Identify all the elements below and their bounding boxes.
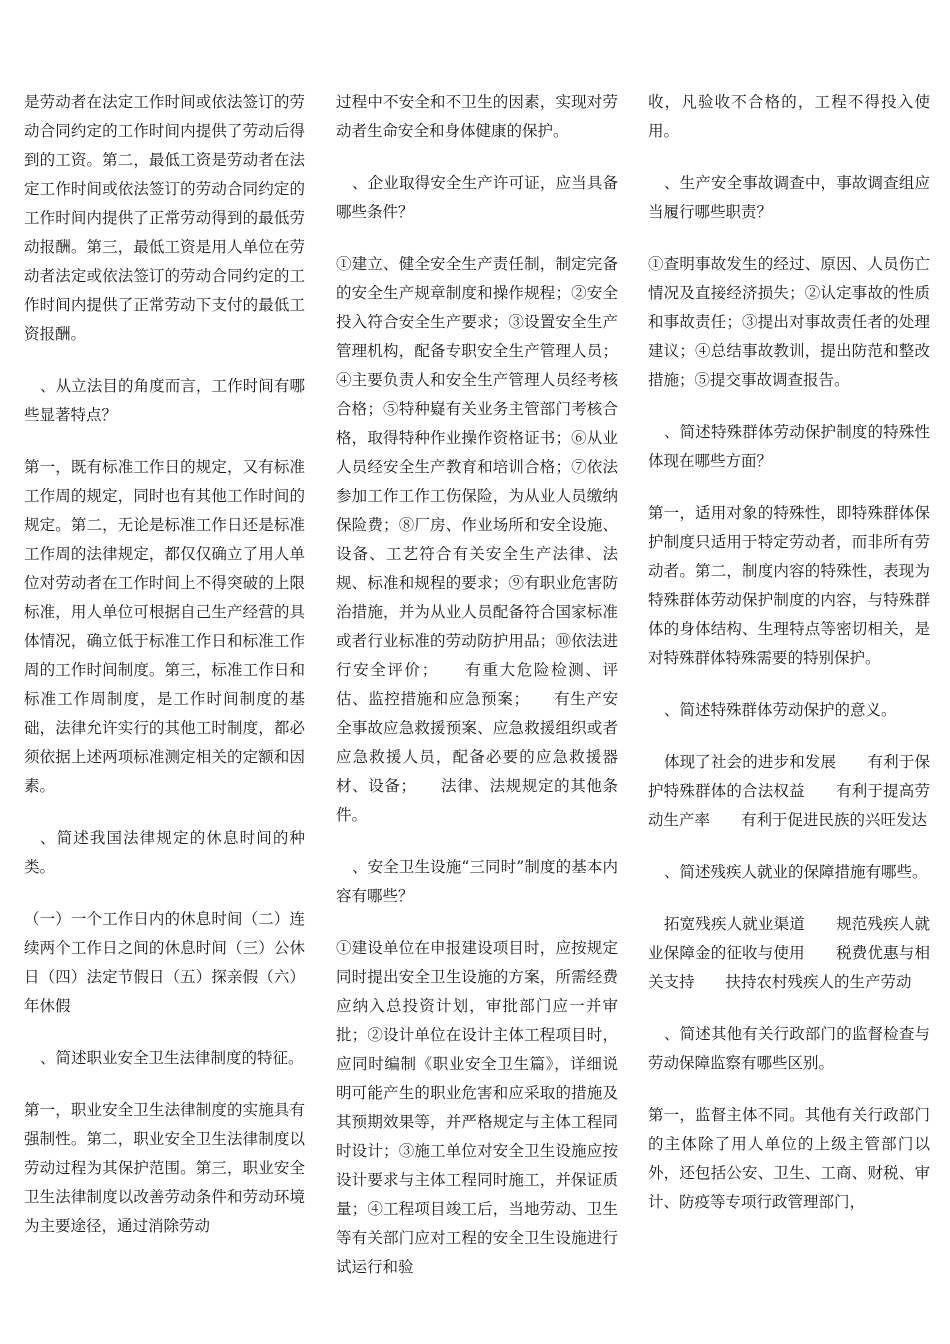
list-paragraph: 拓宽残疾人就业渠道 规范残疾人就业保障金的征收与使用 税费优惠与相关支持 扶持农村残疾人的生产劳动 <box>648 915 930 991</box>
answer-paragraph: ①查明事故发生的经过、原因、人员伤亡情况及直接经济损失；②认定事故的性质和事故责任；③提出对事故责任者的处理建议；④总结事故教训，提出防范和整改措施；⑤提交事故调查报告。 <box>648 255 930 389</box>
answer-paragraph: 第一，监督主体不同。其他有关行政部门的主体除了用人单位的上级主管部门以外，还包括公安、卫生、工商、财税、审计、防疫等专项行政管理部门， <box>648 1106 930 1211</box>
question-heading: 、从立法目的角度而言，工作时间有哪些显著特点？ <box>24 377 305 424</box>
answer-paragraph: 第一，适用对象的特殊性，即特殊群体保护制度只适用于特定劳动者，而非所有劳动者。第二，制度内容的特殊性，表现为特殊群体劳动保护制度的内容，与特殊群体的身体结构、生理特点等密切相关，是对特殊群体特殊需要的特别保护。 <box>648 504 930 667</box>
answer-paragraph: 第一，职业安全卫生法律制度的实施具有强制性。第二，职业安全卫生法律制度以劳动过程为其保护范围。第三，职业安全卫生法律制度以改善劳动条件和劳动环境为主要途径，通过消除劳动 <box>24 1101 305 1235</box>
text-column-1 <box>24 88 305 1264</box>
question-heading: 、企业取得安全生产许可证，应当具备哪些条件？ <box>336 174 618 221</box>
answer-paragraph: 过程中不安全和不卫生的因素，实现对劳动者生命安全和身体健康的保护。 <box>336 93 618 140</box>
answer-paragraph: （一）一个工作日内的休息时间（二）连续两个工作日之间的休息时间（三）公休日（四）法定节假日（五）探亲假（六）年休假 <box>24 910 305 1015</box>
question-heading: 、简述残疾人就业的保障措施有哪些。 <box>664 863 928 881</box>
answer-paragraph: ①建立、健全安全生产责任制，制定完备的安全生产规章制度和操作规程；②安全投入符合安全生产要求；③设置安全生产管理机构，配备专职安全生产管理人员；④主要负责人和安全生产管理人员经考核合格；⑤特种嶷有关业务主管部门考核合格，取得特种作业操作资格证书；⑥从业人员经安全生产教育和培训合格；⑦依法参加工作工作工伤保险，为从业人员缴纳保险费；⑧厂房、作业场所和安全设施、设备、工艺符合有关安全生产法律、法规、标准和规程的要求；⑨有职业危害防治措施，并为从业人员配备符合国家标准或者行业标准的劳动防护用品；⑩依法进行安全评价； 有重大危险检测、评估、监控措施和应急预案； 有生产安全事故应急救援预案、应急救援组织或者应急救援人员，配备必要的应急救援器材、设备； 法律、法规规定的其他条件。 <box>336 255 618 824</box>
list-paragraph: 体现了社会的进步和发展 有利于保护特殊群体的合法权益 有利于提高劳动生产率 有利于促进民族的兴旺发达 <box>648 753 930 829</box>
question-heading: 、简述我国法律规定的休息时间的种类。 <box>24 829 305 876</box>
question-heading: 、生产安全事故调查中，事故调查组应当履行哪些职责？ <box>648 174 930 221</box>
question-heading: 、简述职业安全卫生法律制度的特征。 <box>40 1049 304 1067</box>
answer-paragraph: ①建设单位在申报建设项目时，应按规定同时提出安全卫生设施的方案，所需经费应纳入总投资计划，审批部门应一并审批；②设计单位在设计主体工程项目时，应同时编制《职业安全卫生篇》，详细说明可能产生的职业危害和应采取的措施及其预期效果等，并严格规定与主体工程同时设计；③施工单位对安全卫生设施应按设计要求与主体工程同时施工，并保证质量；④工程项目竣工后，当地劳动、卫生等有关部门应对工程的安全卫生设施进行试运行和验 <box>336 939 618 1276</box>
answer-paragraph: 是劳动者在法定工作时间或依法签订的劳动合同约定的工作时间内提供了劳动后得到的工资。第二，最低工资是劳动者在法定工作时间或依法签订的劳动合同约定的工作时间内提供了正常劳动得到的最低劳动报酬。第三，最低工资是用人单位在劳动者法定或依法签订的劳动合同约定的工作时间内提供了正常劳动下支付的最低工资报酬。 <box>24 93 305 343</box>
text-column-2 <box>336 88 618 1305</box>
question-heading: 、简述其他有关行政部门的监督检查与劳动保障监察有哪些区别。 <box>648 1025 930 1072</box>
question-heading: 、简述特殊群体劳动保护制度的特殊性体现在哪些方面？ <box>648 423 930 470</box>
answer-paragraph: 第一，既有标准工作日的规定，又有标准工作周的规定，同时也有其他工作时间的规定。第二，无论是标准工作日还是标准工作周的法律规定，都仅仅确立了用人单位对劳动者在工作时间上不得突破的上限标准，用人单位可根据自己生产经营的具体情况，确立低于标准工作日和标准工作周的工作时间制度。第三，标准工作日和标准工作周制度，是工作时间制度的基础，法律允许实行的其他工时制度，都必须依据上述两项标准测定相关的定额和因素。 <box>24 458 305 795</box>
question-heading: 、简述特殊群体劳动保护的意义。 <box>664 701 897 719</box>
text-column-3 <box>648 88 930 1240</box>
answer-paragraph: 收，凡验收不合格的，工程不得投入使用。 <box>648 93 930 140</box>
question-heading: 、安全卫生设施“三同时”制度的基本内容有哪些？ <box>336 858 618 905</box>
